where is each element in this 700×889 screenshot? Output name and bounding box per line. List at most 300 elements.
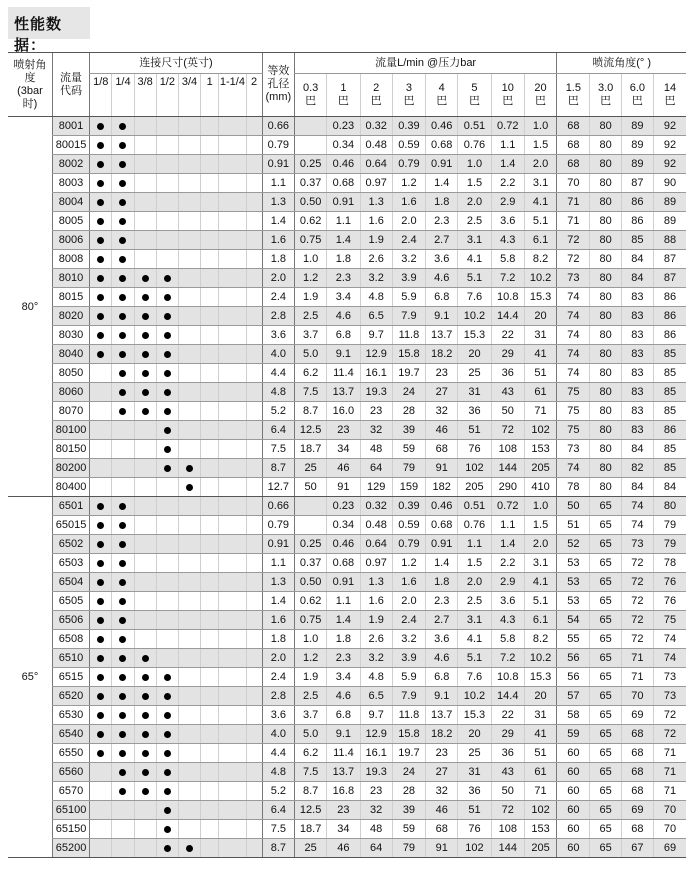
conn-cell — [156, 117, 178, 136]
spray-angle-value: 83 — [621, 345, 653, 364]
flow-code: 8060 — [52, 383, 89, 402]
spray-angle-value: 83 — [621, 288, 653, 307]
pressure-unit: 巴 — [436, 95, 448, 107]
spray-angle-value: 53 — [557, 573, 590, 592]
conn-cell — [219, 345, 246, 364]
flow-value: 0.72 — [491, 497, 524, 516]
pressure-value: 4 — [438, 82, 445, 94]
conn-cell — [246, 193, 262, 212]
conn-cell — [134, 839, 156, 858]
conn-cell — [201, 212, 219, 231]
availability-dot — [119, 370, 126, 377]
conn-cell — [112, 744, 134, 763]
pressure-value: 1 — [340, 82, 347, 94]
spray-angle-value: 74 — [557, 459, 590, 478]
flow-code: 8040 — [52, 345, 89, 364]
spray-angle-value: 72 — [621, 630, 653, 649]
conn-cell — [178, 136, 200, 155]
availability-dot — [164, 788, 171, 795]
availability-dot — [97, 256, 104, 263]
conn-cell — [90, 231, 112, 250]
conn-cell — [112, 763, 134, 782]
spray-angle-value: 83 — [621, 383, 653, 402]
flow-value: 0.68 — [426, 516, 458, 535]
flow-code: 8015 — [52, 288, 89, 307]
flow-value: 50 — [294, 478, 326, 497]
table-row — [8, 383, 686, 402]
flow-value: 205 — [458, 478, 491, 497]
flow-value: 2.6 — [360, 250, 392, 269]
flow-value: 410 — [524, 478, 556, 497]
availability-dot — [119, 598, 126, 605]
spray-angle-value: 72 — [557, 231, 590, 250]
spray-angle-value: 70 — [654, 820, 686, 839]
page-title: 性能数据： — [14, 15, 63, 54]
conn-cell — [134, 763, 156, 782]
spray-angle-value: 73 — [621, 535, 653, 554]
conn-cell — [112, 630, 134, 649]
flow-value: 1.3 — [360, 573, 392, 592]
spray-angle-value: 85 — [654, 364, 686, 383]
availability-dot — [164, 807, 171, 814]
availability-dot — [142, 655, 149, 662]
orifice-value: 6.4 — [262, 801, 294, 820]
conn-cell — [90, 839, 112, 858]
availability-dot — [97, 731, 104, 738]
conn-size-header: 3/8 — [134, 74, 156, 117]
conn-cell — [201, 630, 219, 649]
conn-cell — [112, 212, 134, 231]
availability-dot — [97, 712, 104, 719]
availability-dot — [186, 465, 193, 472]
conn-cell — [201, 839, 219, 858]
table-row — [8, 687, 686, 706]
spray-angle-value: 80 — [590, 345, 621, 364]
table-row — [8, 231, 686, 250]
flow-value: 1.6 — [360, 592, 392, 611]
conn-cell — [156, 516, 178, 535]
flow-value: 0.39 — [392, 117, 425, 136]
conn-cell — [134, 687, 156, 706]
orifice-value: 8.7 — [262, 459, 294, 478]
conn-cell — [178, 687, 200, 706]
conn-cell — [90, 250, 112, 269]
flow-value: 1.4 — [426, 174, 458, 193]
spray-angle-value: 57 — [557, 687, 590, 706]
availability-dot — [119, 275, 126, 282]
conn-cell — [201, 592, 219, 611]
conn-cell — [134, 820, 156, 839]
flow-value: 23 — [360, 402, 392, 421]
conn-cell — [219, 497, 246, 516]
conn-cell — [246, 288, 262, 307]
flow-value: 4.6 — [426, 649, 458, 668]
flow-value: 13.7 — [327, 383, 360, 402]
availability-dot — [119, 389, 126, 396]
availability-dot — [119, 522, 126, 529]
spray-angle-value: 85 — [654, 345, 686, 364]
flow-value: 7.2 — [491, 269, 524, 288]
flow-value: 1.6 — [392, 193, 425, 212]
flow-value: 32 — [426, 402, 458, 421]
flow-value: 6.5 — [360, 307, 392, 326]
spray-angle-value: 78 — [654, 554, 686, 573]
conn-cell — [219, 383, 246, 402]
spray-angle-value: 60 — [557, 763, 590, 782]
flow-value: 5.9 — [392, 668, 425, 687]
conn-cell — [201, 345, 219, 364]
flow-value: 1.9 — [294, 288, 326, 307]
flow-value: 10.2 — [524, 649, 556, 668]
flow-value: 2.5 — [294, 307, 326, 326]
spray-angle-value: 85 — [654, 440, 686, 459]
flow-value: 159 — [392, 478, 425, 497]
spray-angle-value: 80 — [590, 193, 621, 212]
availability-dot — [97, 180, 104, 187]
flow-value: 205 — [524, 459, 556, 478]
conn-size-header: 1/2 — [156, 74, 178, 117]
conn-cell — [112, 193, 134, 212]
conn-cell — [112, 155, 134, 174]
flow-value: 32 — [360, 421, 392, 440]
table-row — [8, 174, 686, 193]
flow-value: 3.6 — [491, 592, 524, 611]
spray-angle-value: 80 — [590, 117, 621, 136]
flow-value: 0.64 — [360, 535, 392, 554]
conn-cell — [246, 535, 262, 554]
availability-dot — [164, 674, 171, 681]
flow-value: 1.5 — [524, 136, 556, 155]
spray-angle-value: 88 — [654, 231, 686, 250]
table-row — [8, 345, 686, 364]
conn-cell — [246, 611, 262, 630]
conn-cell — [201, 497, 219, 516]
spray-angle-value: 72 — [654, 706, 686, 725]
spray-angle-value: 65 — [590, 687, 621, 706]
flow-value: 79 — [392, 839, 425, 858]
conn-cell — [201, 117, 219, 136]
conn-cell — [178, 231, 200, 250]
availability-dot — [164, 275, 171, 282]
table-row — [8, 117, 686, 136]
flow-pressure-header — [327, 74, 360, 117]
orifice-value: 12.7 — [262, 478, 294, 497]
spray-pressure-header — [557, 74, 590, 117]
conn-cell — [201, 611, 219, 630]
flow-value: 0.64 — [360, 155, 392, 174]
conn-cell — [178, 402, 200, 421]
conn-cell — [156, 782, 178, 801]
conn-cell — [112, 459, 134, 478]
flow-value: 2.0 — [458, 573, 491, 592]
availability-dot — [164, 294, 171, 301]
flow-value: 7.9 — [392, 307, 425, 326]
conn-cell — [246, 763, 262, 782]
spray-angle-value: 89 — [654, 212, 686, 231]
availability-dot — [119, 199, 126, 206]
conn-cell — [219, 516, 246, 535]
availability-dot — [97, 750, 104, 757]
flow-value: 0.62 — [294, 212, 326, 231]
flow-value: 1.9 — [360, 611, 392, 630]
conn-cell — [134, 155, 156, 174]
conn-cell — [178, 573, 200, 592]
flow-value: 5.1 — [524, 592, 556, 611]
flow-value: 11.8 — [392, 326, 425, 345]
conn-cell — [246, 820, 262, 839]
flow-value: 1.2 — [294, 649, 326, 668]
flow-value: 46 — [426, 421, 458, 440]
flow-value: 61 — [524, 763, 556, 782]
availability-dot — [142, 750, 149, 757]
availability-dot — [97, 313, 104, 320]
table-row — [8, 820, 686, 839]
availability-dot — [97, 275, 104, 282]
flow-value: 3.9 — [392, 649, 425, 668]
flow-pressure-header — [392, 74, 425, 117]
flow-value: 36 — [458, 402, 491, 421]
conn-cell — [178, 250, 200, 269]
flow-value: 15.8 — [392, 345, 425, 364]
conn-cell — [134, 649, 156, 668]
conn-cell — [246, 174, 262, 193]
flow-value: 0.50 — [294, 573, 326, 592]
flow-rate-header: 流量L/min @压力bar — [294, 53, 556, 74]
conn-cell — [156, 459, 178, 478]
spray-angle-value: 65 — [590, 630, 621, 649]
conn-cell — [134, 212, 156, 231]
table-row — [8, 421, 686, 440]
flow-code: 6550 — [52, 744, 89, 763]
flow-value: 16.1 — [360, 744, 392, 763]
spray-angle-value: 74 — [557, 307, 590, 326]
flow-value: 51 — [524, 364, 556, 383]
conn-cell — [219, 193, 246, 212]
flow-value: 0.23 — [327, 117, 360, 136]
orifice-value: 0.79 — [262, 516, 294, 535]
conn-cell — [201, 136, 219, 155]
flow-value: 15.8 — [392, 725, 425, 744]
orifice-value: 7.5 — [262, 440, 294, 459]
spray-angle-value: 87 — [621, 174, 653, 193]
orifice-value: 2.8 — [262, 687, 294, 706]
spray-angle-value: 83 — [621, 402, 653, 421]
flow-value: 182 — [426, 478, 458, 497]
conn-cell — [90, 649, 112, 668]
conn-cell — [201, 649, 219, 668]
pressure-unit: 巴 — [664, 95, 676, 107]
flow-code: 8004 — [52, 193, 89, 212]
flow-value: 11.8 — [392, 706, 425, 725]
conn-cell — [112, 687, 134, 706]
flow-value: 1.2 — [392, 174, 425, 193]
conn-size-header: 2 — [246, 74, 262, 117]
flow-code: 6560 — [52, 763, 89, 782]
spray-angle-value: 84 — [654, 478, 686, 497]
flow-value: 1.9 — [360, 231, 392, 250]
conn-cell — [201, 421, 219, 440]
table-row — [8, 611, 686, 630]
spray-angle-value: 87 — [654, 269, 686, 288]
flow-value: 1.6 — [392, 573, 425, 592]
flow-value: 6.2 — [294, 364, 326, 383]
conn-cell — [219, 459, 246, 478]
conn-cell — [134, 554, 156, 573]
flow-value: 1.4 — [491, 535, 524, 554]
flow-value: 24 — [392, 763, 425, 782]
conn-cell — [178, 820, 200, 839]
spray-angle-value: 78 — [557, 478, 590, 497]
conn-cell — [156, 307, 178, 326]
conn-cell — [112, 231, 134, 250]
availability-dot — [142, 389, 149, 396]
conn-cell — [219, 839, 246, 858]
conn-cell — [201, 193, 219, 212]
spray-angle-value: 68 — [557, 117, 590, 136]
spray-angle-value: 56 — [557, 649, 590, 668]
orifice-header: 等效孔径(mm) — [262, 53, 294, 117]
availability-dot — [97, 617, 104, 624]
flow-code: 6504 — [52, 573, 89, 592]
conn-cell — [178, 497, 200, 516]
conn-cell — [156, 212, 178, 231]
availability-dot — [164, 446, 171, 453]
availability-dot — [164, 826, 171, 833]
availability-dot — [164, 408, 171, 415]
flow-code: 8005 — [52, 212, 89, 231]
flow-value: 3.6 — [426, 630, 458, 649]
conn-cell — [156, 288, 178, 307]
flow-value: 4.8 — [360, 288, 392, 307]
flow-code: 8020 — [52, 307, 89, 326]
conn-cell — [112, 592, 134, 611]
conn-cell — [201, 573, 219, 592]
flow-value: 6.8 — [426, 668, 458, 687]
availability-dot — [119, 693, 126, 700]
conn-cell — [201, 250, 219, 269]
flow-value: 102 — [458, 459, 491, 478]
conn-cell — [90, 212, 112, 231]
conn-cell — [134, 345, 156, 364]
flow-value: 68 — [426, 440, 458, 459]
conn-cell — [219, 212, 246, 231]
flow-code: 6503 — [52, 554, 89, 573]
spray-angle-value: 53 — [557, 592, 590, 611]
orifice-value: 1.4 — [262, 212, 294, 231]
flow-value: 290 — [491, 478, 524, 497]
spray-angle-value: 76 — [654, 592, 686, 611]
flow-value: 7.6 — [458, 668, 491, 687]
flow-value: 36 — [491, 364, 524, 383]
availability-dot — [142, 769, 149, 776]
flow-value: 3.2 — [392, 250, 425, 269]
spray-angle-value: 83 — [621, 326, 653, 345]
flow-value: 2.0 — [524, 155, 556, 174]
flow-value: 3.2 — [392, 630, 425, 649]
flow-value — [294, 117, 326, 136]
spray-angle-value: 86 — [654, 326, 686, 345]
flow-value: 15.3 — [524, 288, 556, 307]
availability-dot — [119, 769, 126, 776]
flow-value: 0.79 — [392, 155, 425, 174]
conn-cell — [201, 174, 219, 193]
flow-value: 1.5 — [524, 516, 556, 535]
availability-dot — [164, 769, 171, 776]
availability-dot — [119, 351, 126, 358]
flow-value: 11.4 — [327, 744, 360, 763]
flow-value: 79 — [392, 459, 425, 478]
flow-value: 0.97 — [360, 174, 392, 193]
conn-cell — [134, 402, 156, 421]
conn-cell — [90, 326, 112, 345]
availability-dot — [119, 579, 126, 586]
availability-dot — [97, 674, 104, 681]
orifice-value: 0.91 — [262, 535, 294, 554]
spray-angle-value: 65 — [590, 592, 621, 611]
spray-angle-value: 80 — [590, 155, 621, 174]
pressure-unit: 巴 — [337, 95, 349, 107]
flow-value: 29 — [491, 345, 524, 364]
flow-value: 144 — [491, 459, 524, 478]
flow-value: 0.76 — [458, 136, 491, 155]
conn-cell — [246, 649, 262, 668]
availability-dot — [97, 218, 104, 225]
conn-cell — [219, 250, 246, 269]
table-row — [8, 288, 686, 307]
conn-cell — [219, 763, 246, 782]
conn-cell — [156, 155, 178, 174]
flow-value: 1.1 — [458, 535, 491, 554]
spray-angle-value: 73 — [557, 269, 590, 288]
spray-angle-value: 65 — [590, 744, 621, 763]
flow-value: 19.3 — [360, 383, 392, 402]
flow-value: 9.7 — [360, 706, 392, 725]
conn-cell — [178, 269, 200, 288]
spray-angle-value: 84 — [621, 269, 653, 288]
orifice-value: 5.2 — [262, 782, 294, 801]
flow-value: 3.7 — [294, 706, 326, 725]
flow-value: 34 — [327, 820, 360, 839]
conn-cell — [90, 459, 112, 478]
flow-value: 13.7 — [327, 763, 360, 782]
spray-angle-value: 52 — [557, 535, 590, 554]
flow-value: 0.25 — [294, 155, 326, 174]
conn-cell — [156, 174, 178, 193]
flow-value: 102 — [458, 839, 491, 858]
availability-dot — [97, 598, 104, 605]
flow-value: 9.1 — [426, 687, 458, 706]
flow-code: 6501 — [52, 497, 89, 516]
flow-code: 8010 — [52, 269, 89, 288]
conn-cell — [156, 630, 178, 649]
flow-value: 102 — [524, 801, 556, 820]
conn-cell — [156, 345, 178, 364]
spray-angle-value: 71 — [654, 744, 686, 763]
flow-value: 108 — [491, 820, 524, 839]
flow-value: 19.7 — [392, 364, 425, 383]
flow-value: 1.4 — [327, 611, 360, 630]
orifice-value: 2.4 — [262, 668, 294, 687]
conn-cell — [246, 326, 262, 345]
flow-value: 12.9 — [360, 345, 392, 364]
table-row — [8, 554, 686, 573]
availability-dot — [97, 351, 104, 358]
availability-dot — [119, 218, 126, 225]
flow-value: 41 — [524, 725, 556, 744]
conn-cell — [219, 820, 246, 839]
conn-cell — [156, 725, 178, 744]
flow-value: 31 — [524, 326, 556, 345]
